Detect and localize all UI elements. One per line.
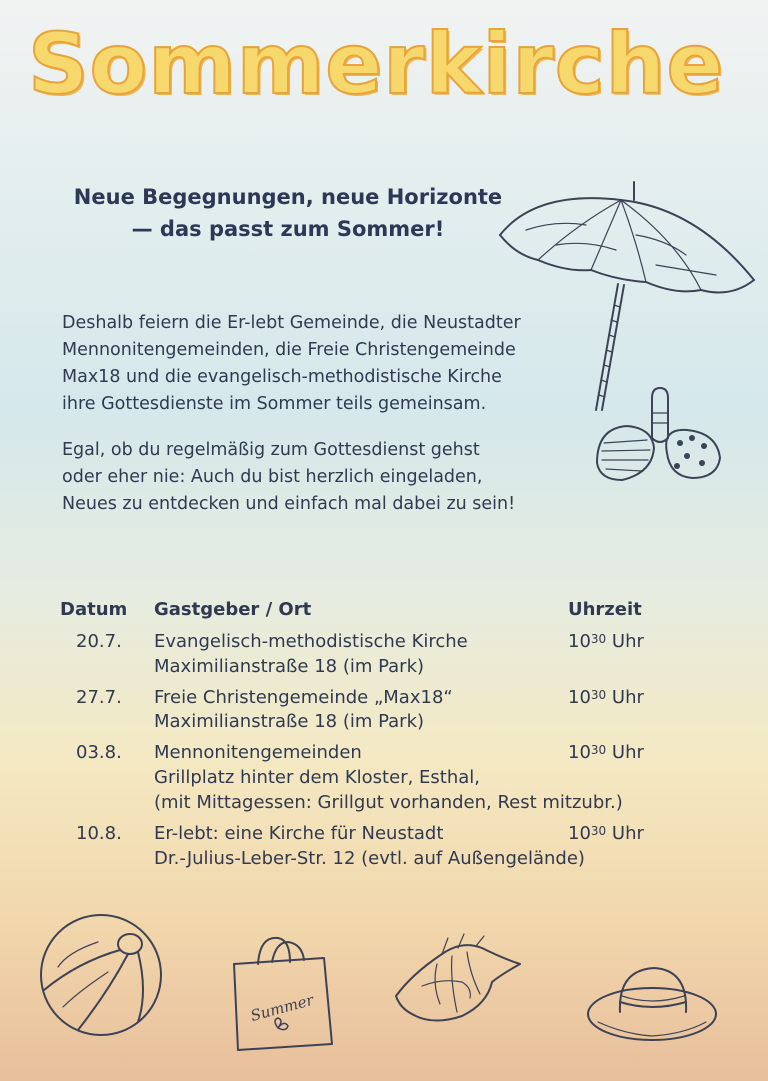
host-line: Maximilianstraße 18 (im Park) bbox=[154, 655, 425, 677]
subtitle bbox=[48, 182, 528, 245]
shopping-bag-icon bbox=[228, 934, 338, 1054]
table-row bbox=[60, 822, 720, 872]
invitation-paragraph bbox=[62, 437, 602, 518]
time-unit: Uhr bbox=[606, 742, 644, 764]
time-minute: 30 bbox=[590, 687, 607, 702]
table-row bbox=[60, 686, 720, 736]
time-hour: 10 bbox=[568, 631, 591, 652]
row-date: 10.8. bbox=[76, 822, 122, 844]
table-row bbox=[60, 741, 720, 815]
beach-ball-icon bbox=[38, 912, 164, 1038]
invitation-line: Neues zu entdecken und einfach mal dabei zu sein! bbox=[62, 494, 516, 515]
page-title: Sommerkirche bbox=[28, 15, 725, 113]
row-date: 20.7. bbox=[76, 631, 122, 652]
header-time: Uhrzeit bbox=[568, 598, 642, 620]
time-unit: Uhr bbox=[606, 631, 644, 652]
time-hour: 10 bbox=[568, 686, 591, 708]
host-line: Maximilianstraße 18 (im Park) bbox=[154, 711, 425, 733]
row-date: 03.8. bbox=[76, 742, 122, 764]
row-host bbox=[154, 630, 568, 680]
host-line: Dr.-Julius-Leber-Str. 12 (evtl. auf Außengelände) bbox=[154, 847, 585, 869]
intro-line: Mennonitengemeinden, die Freie Christengemeinde bbox=[62, 340, 516, 361]
intro-line: Max18 und die evangelisch-methodistische Kirche bbox=[62, 367, 502, 388]
time-unit: Uhr bbox=[606, 686, 644, 708]
time-minute: 30 bbox=[590, 823, 607, 838]
header-date: Datum bbox=[60, 598, 128, 620]
host-line: Mennonitengemeinden bbox=[154, 742, 362, 764]
row-time bbox=[568, 741, 644, 815]
subtitle-line-2: — das passt zum Sommer! bbox=[131, 216, 445, 241]
table-row bbox=[60, 630, 720, 680]
host-line: Er-lebt: eine Kirche für Neustadt bbox=[154, 822, 444, 844]
time-minute: 30 bbox=[590, 632, 607, 646]
row-date: 27.7. bbox=[76, 686, 122, 708]
host-line: Grillplatz hinter dem Kloster, Esthal, bbox=[154, 767, 481, 789]
time-hour: 10 bbox=[568, 742, 591, 764]
row-time bbox=[568, 630, 644, 680]
host-line: (mit Mittagessen: Grillgut vorhanden, Rest mitzubr.) bbox=[154, 791, 623, 813]
host-line: Evangelisch-methodistische Kirche bbox=[154, 631, 468, 652]
intro-paragraph bbox=[62, 310, 602, 419]
time-unit: Uhr bbox=[606, 822, 644, 844]
row-time bbox=[568, 686, 644, 736]
bag-label: Summer bbox=[248, 990, 316, 1025]
seashell-icon bbox=[392, 934, 524, 1030]
schedule-table bbox=[60, 594, 720, 871]
row-time bbox=[568, 822, 644, 872]
host-line: Freie Christengemeinde „Max18“ bbox=[154, 686, 453, 708]
subtitle-line-1: Neue Begegnungen, neue Horizonte bbox=[73, 185, 503, 209]
intro-line: Deshalb feiern die Er-lebt Gemeinde, die Neustadter bbox=[62, 313, 521, 333]
intro-line: ihre Gottesdienste im Sommer teils gemeinsam. bbox=[62, 394, 487, 415]
table-header bbox=[60, 594, 720, 624]
flip-flops-icon bbox=[592, 388, 732, 488]
time-hour: 10 bbox=[568, 822, 591, 844]
time-minute: 30 bbox=[590, 743, 607, 758]
header-host: Gastgeber / Ort bbox=[154, 598, 312, 620]
sun-hat-icon bbox=[584, 962, 720, 1046]
invitation-line: Egal, ob du regelmäßig zum Gottesdienst gehst bbox=[62, 440, 480, 460]
row-host bbox=[154, 686, 568, 736]
invitation-line: oder eher nie: Auch du bist herzlich eingeladen, bbox=[62, 467, 483, 488]
